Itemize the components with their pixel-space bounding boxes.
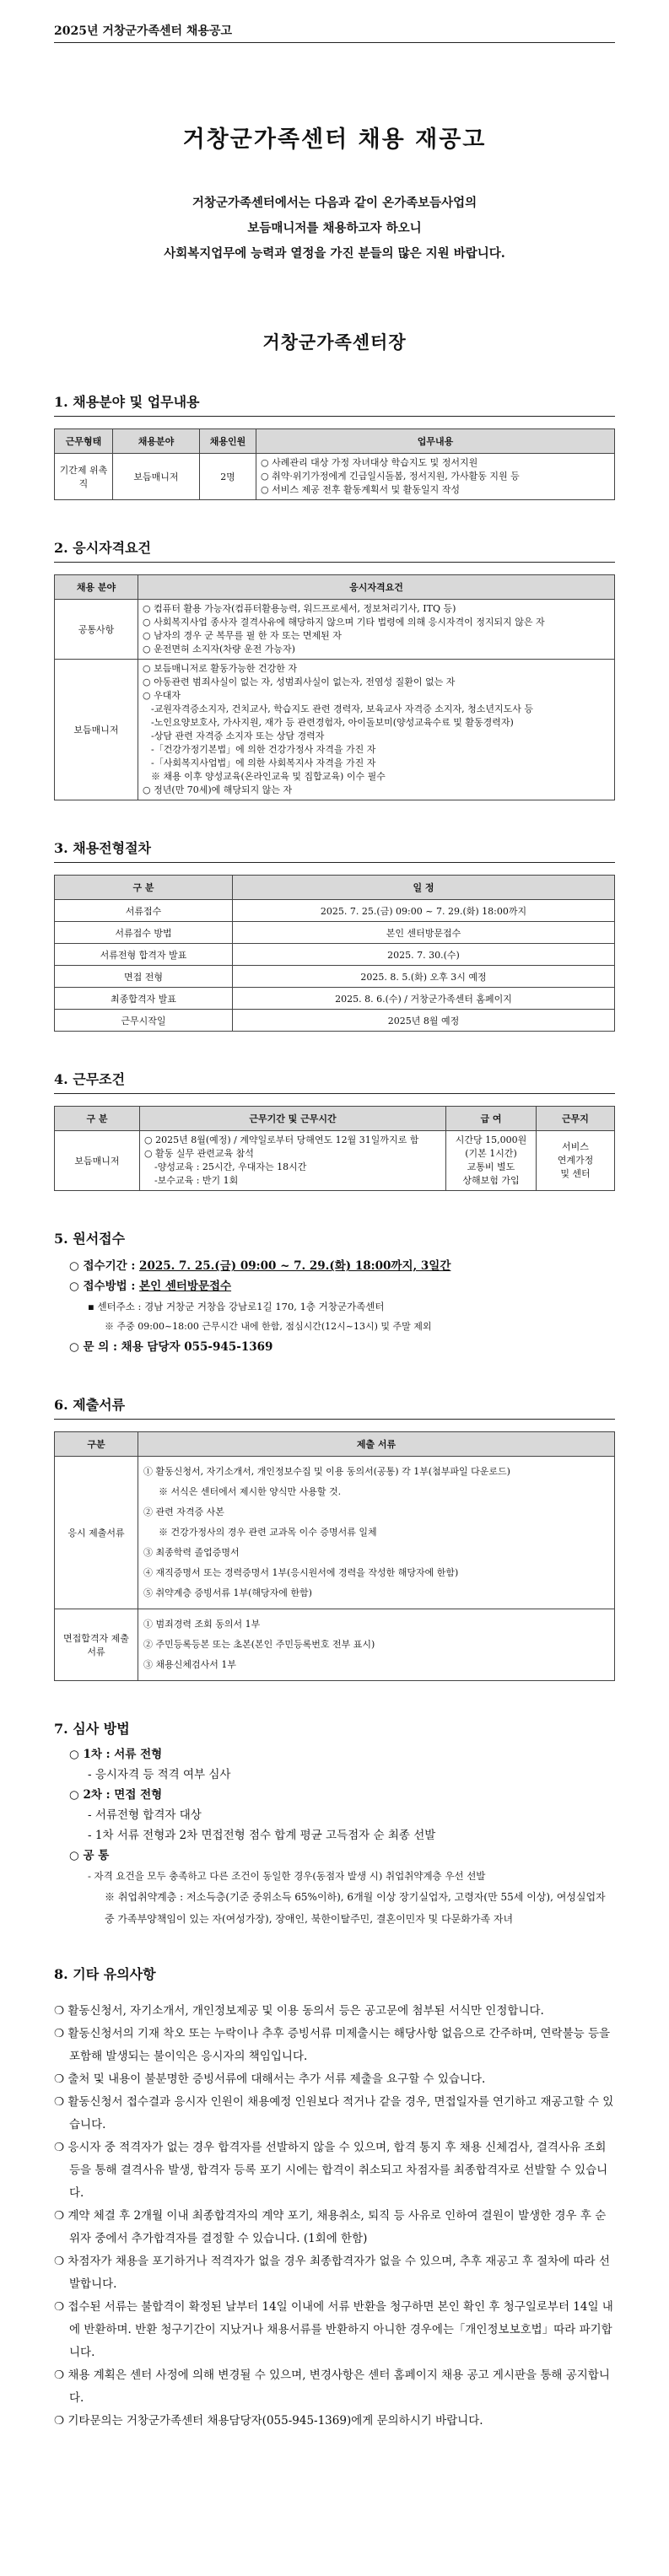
note-item: ❍ 차점자가 채용을 포기하거나 적격자가 없을 경우 최종합격자가 없을 수 있으며, 추후 재공고 후 절차에 따라 선발합니다. (54, 2255, 610, 2291)
table-header: 근무기간 및 근무시간 (140, 1107, 446, 1131)
document-item: ① 활동신청서, 자기소개서, 개인정보수집 및 이용 동의서(공통) 각 1부(첨부파일 다운로드) (143, 1466, 510, 1477)
schedule-table (54, 875, 615, 1032)
period-item: ○ 활동 실무 관련교육 참석 (144, 1148, 254, 1159)
row-label: 공통사항 (55, 600, 138, 660)
address-line: ▪ 센터주소 : 경남 거창군 거창읍 강남로1길 170, 1층 거창군가족센터 (88, 1301, 385, 1312)
screening-line: - 1차 서류 전형과 2차 면접전형 점수 합계 평균 고득점자 순 최종 선발 (88, 1829, 436, 1842)
schedule-label: 면접 전형 (55, 966, 233, 988)
schedule-label: 서류접수 (55, 900, 233, 922)
screening-line: ○ 1차 : 서류 전형 (69, 1748, 163, 1761)
note-item: ❍ 활동신청서, 자기소개서, 개인정보제공 및 이용 동의서 등은 공고문에 첨부된 서식만 인정합니다. (54, 2004, 544, 2018)
recruit-count: 2명 (200, 454, 256, 500)
requirement-item: ○ 보듬매니저로 활동가능한 건강한 자 (143, 663, 297, 674)
intro-text (54, 191, 615, 267)
requirement-item: ○ 우대자 (143, 690, 181, 701)
period-item: -양성교육 : 25시간, 우대자는 18시간 (154, 1161, 307, 1172)
screening-line: - 서류전형 합격자 대상 (88, 1808, 202, 1822)
qualification-table (54, 574, 615, 800)
schedule-value: 2025. 8. 5.(화) 오후 3시 예정 (233, 966, 615, 988)
intro-line: 거창군가족센터에서는 다음과 같이 온가족보듬사업의 (192, 196, 477, 210)
schedule-label: 근무시작일 (55, 1010, 233, 1032)
table-header: 구분 (55, 1432, 138, 1457)
requirement-item: -상담 관련 자격증 소지자 또는 상담 경력자 (151, 730, 325, 741)
note-item: ❍ 출처 및 내용이 불분명한 증빙서류에 대해서는 추가 서류 제출을 요구할 수 있습니다. (54, 2072, 486, 2086)
requirement-item: ○ 운전면허 소지자(차량 운전 가능자) (143, 644, 295, 655)
period-item: ○ 2025년 8월(예정) / 계약일로부터 당해연도 12월 31일까지로 함 (144, 1134, 419, 1145)
table-header: 제출 서류 (138, 1432, 615, 1457)
contact-line: ○ 문 의 : 채용 담당자 055-945-1369 (69, 1340, 273, 1354)
document-item: ② 관련 자격증 사본 (143, 1506, 224, 1517)
method-label: 접수방법 : (83, 1280, 136, 1293)
period-item: -보수교육 : 반기 1회 (154, 1175, 239, 1186)
table-row (55, 1010, 615, 1032)
notes-list (54, 2000, 615, 2433)
schedule-label: 서류전형 합격자 발표 (55, 944, 233, 966)
intro-line: 사회복지업무에 능력과 열정을 가진 분들의 많은 지원 바랍니다. (164, 246, 505, 261)
organization-signature: 거창군가족센터장 (262, 331, 407, 353)
method-line: ○ 접수방법 : 본인 센터방문접수 (69, 1280, 232, 1293)
schedule-value: 본인 센터방문접수 (233, 922, 615, 944)
table-header: 근무형태 (55, 429, 113, 454)
note-item: ❍ 활동신청서의 기재 착오 또는 누락이나 추후 증빙서류 미제출시는 해당사항 없음으로 간주하며, 연락불능 등을 포함해 발생되는 불이익은 응시자의 책임입니다. (54, 2027, 611, 2063)
table-header: 일 정 (233, 876, 615, 900)
pay-line: 상해보험 가입 (462, 1175, 520, 1186)
contact-text: 문 의 : 채용 담당자 055-945-1369 (83, 1340, 273, 1354)
screening-line: ○ 공 통 (69, 1849, 110, 1862)
note-item: ❍ 채용 계획은 센터 사정에 의해 변경될 수 있으며, 변경사항은 센터 홈페이지 채용 공고 게시판을 통해 공지합니다. (54, 2369, 610, 2405)
document-list (138, 1609, 615, 1681)
table-header: 업무내용 (256, 429, 615, 454)
duty-item: ○ 사례관리 대상 가정 자녀대상 학습지도 및 정서지원 (261, 457, 478, 468)
pay-line: (기본 1시간) (465, 1148, 517, 1159)
table-header: 구 분 (55, 876, 233, 900)
period-value: 2025. 7. 25.(금) 09:00 ~ 7. 29.(화) 18:00까지, 3일간 (139, 1259, 451, 1273)
requirement-item: ○ 사회복지사업 종사자 결격사유에 해당하지 않으며 기타 법령에 의해 응시자격이 정지되지 않은 자 (143, 617, 545, 628)
table-header: 근무지 (537, 1107, 615, 1131)
table-row (55, 922, 615, 944)
schedule-label: 서류접수 방법 (55, 922, 233, 944)
requirement-list (138, 600, 615, 660)
document-item: ※ 서식은 센터에서 제시한 양식만 사용할 것. (159, 1486, 342, 1497)
row-label: 응시 제출서류 (55, 1457, 138, 1609)
application-info (54, 1256, 615, 1357)
pay-line: 교통비 별도 (467, 1161, 515, 1172)
duty-item: ○ 서비스 제공 전후 활동계획서 및 활동일지 작성 (261, 484, 460, 495)
center-address: 센터주소 : 경남 거창군 거창읍 강남로1길 170, 1층 거창군가족센터 (97, 1301, 385, 1312)
section-title: 7. 심사 방법 (54, 1721, 130, 1737)
table-row (55, 944, 615, 966)
workplace-line: 서비스 (562, 1141, 589, 1152)
duty-item: ○ 취약·위기가정에게 긴급일시돌봄, 정서지원, 가사활동 지원 등 (261, 471, 520, 482)
section-title: 1. 채용분야 및 업무내용 (54, 391, 615, 417)
screening-line: - 응시자격 등 적격 여부 심사 (88, 1768, 231, 1781)
table-row (55, 966, 615, 988)
document-item: ① 범죄경력 조회 동의서 1부 (143, 1619, 261, 1630)
section-title: 5. 원서접수 (54, 1231, 126, 1247)
table-row (55, 900, 615, 922)
period-line: ○ 접수기간 : 2025. 7. 25.(금) 09:00 ~ 7. 29.(화) 18:00까지, 3일간 (69, 1259, 451, 1273)
requirement-item: ○ 남자의 경우 군 복무를 필 한 자 또는 면제된 자 (143, 630, 342, 641)
screening-line: ○ 2차 : 면접 전형 (69, 1788, 163, 1802)
schedule-value: 2025. 7. 25.(금) 09:00 ~ 7. 29.(화) 18:00까지 (233, 900, 615, 922)
schedule-value: 2025년 8월 예정 (233, 1010, 615, 1032)
section-title: 2. 응시자격요건 (54, 537, 615, 563)
method-value: 본인 센터방문접수 (139, 1280, 232, 1293)
workplace-line: 및 센터 (560, 1168, 591, 1179)
document-item: ④ 재직증명서 또는 경력증명서 1부(응시원서에 경력을 작성한 해당자에 한함) (143, 1567, 459, 1578)
row-label: 보듬매니저 (55, 660, 138, 800)
section-title: 8. 기타 유의사항 (54, 1966, 156, 1982)
schedule-value: 2025. 8. 6.(수) / 거창군가족센터 홈페이지 (233, 988, 615, 1010)
requirement-item: ○ 컴퓨터 활용 가능자(컴퓨터활용능력, 워드프로세서, 정보처리기사, ITQ 등) (143, 603, 456, 614)
table-header: 채용인원 (200, 429, 256, 454)
note-item: ❍ 기타문의는 거창군가족센터 채용담당자(055-945-1369)에게 문의하시기 바랍니다. (54, 2414, 483, 2428)
screening-method (54, 1744, 615, 1930)
employment-type: 기간제 위촉직 (55, 454, 113, 500)
note-item: ❍ 응시자 중 적격자가 없는 경우 합격자를 선발하지 않을 수 있으며, 합격 통지 후 채용 신체검사, 결격사유 조회 등을 통해 결격사유 발생, 합격자 등록 포기 시에는 합격이 취소되고 차점자를 최종합격자로 선발할 수 있습니다. (54, 2141, 608, 2200)
table-row (55, 988, 615, 1010)
table-header: 응시자격요건 (138, 575, 615, 600)
recruitment-table (54, 428, 615, 500)
row-label: 면접합격자 제출서류 (55, 1609, 138, 1681)
note-item: ❍ 활동신청서 접수결과 응시자 인원이 채용예정 인원보다 적거나 같을 경우, 면접일자를 연기하고 재공고할 수 있습니다. (54, 2095, 614, 2131)
recruit-field: 보듬매니저 (113, 454, 200, 500)
requirement-item: -「건강가정기본법」에 의한 건강가정사 자격을 가진 자 (151, 744, 376, 755)
period-list (140, 1131, 446, 1191)
workplace-info (537, 1131, 615, 1191)
requirement-item: -노인요양보호사, 가사지원, 재가 등 관련경험자, 아이돌보미(양성교육수료 및 활동경력자) (151, 717, 514, 728)
period-label: 접수기간 : (83, 1259, 136, 1273)
section-title: 3. 채용전형절차 (54, 838, 615, 863)
conditions-table (54, 1106, 615, 1191)
table-header: 채용 분야 (55, 575, 138, 600)
note-item: ❍ 계약 체결 후 2개월 이내 최종합격자의 계약 포기, 채용취소, 퇴직 등 사유로 인하여 결원이 발생한 경우 후 순위자 중에서 추가합격자를 결정할 수 있습니다. (1회에 한함) (54, 2209, 607, 2245)
section-title: 4. 근무조건 (54, 1069, 615, 1094)
header-text: 2025년 거창군가족센터 채용공고 (54, 22, 615, 43)
row-label: 보듬매니저 (55, 1131, 140, 1191)
page-title: 거창군가족센터 채용 재공고 (182, 127, 487, 153)
workplace-line: 연계가정 (557, 1155, 594, 1166)
requirement-item: ※ 채용 이후 양성교육(온라인교육 및 집합교육) 이수 필수 (151, 771, 386, 782)
screening-line: ※ 취업취약계층 : 저소득층(기준 중위소득 65%이하), 6개월 이상 장기실업자, 고령자(만 55세 이상), 여성실업자 중 가족부양책임이 있는 자(여성가장), 장애인, 북한이탈주민, 결혼이민자 및 다문화가족 자녀 (105, 1891, 606, 1925)
pay-info (446, 1131, 537, 1191)
pay-line: 시간당 15,000원 (455, 1134, 527, 1145)
duty-list (256, 454, 615, 500)
document-item: ⑤ 취약계층 증빙서류 1부(해당자에 한함) (143, 1587, 312, 1598)
requirement-list (138, 660, 615, 800)
requirement-item: -교원자격증소지자, 건치교사, 학습지도 관련 경력자, 보육교사 자격증 소지자, 청소년지도사 등 (151, 703, 533, 714)
note-item: ❍ 접수된 서류는 불합격이 확정된 날부터 14일 이내에 서류 반환을 청구하면 본인 확인 후 청구일로부터 14일 내에 반환하며. 반환 청구기간이 지났거나 채용서류를 반환하지 아니한 경우에는「개인정보보호법」따라 파기합니다. (54, 2300, 613, 2359)
intro-line: 보듬매니저를 채용하고자 하오니 (247, 221, 422, 235)
documents-table (54, 1431, 615, 1681)
requirement-item: ○ 정년(만 70세)에 해당되지 않는 자 (143, 784, 293, 795)
table-header: 채용분야 (113, 429, 200, 454)
document-item: ③ 최종학력 졸업증명서 (143, 1547, 240, 1558)
document-item: ※ 건강가정사의 경우 관련 교과목 이수 증명서류 일체 (159, 1527, 377, 1538)
table-header: 급 여 (446, 1107, 537, 1131)
schedule-value: 2025. 7. 30.(수) (233, 944, 615, 966)
document-list (138, 1457, 615, 1609)
requirement-item: -「사회복지사업법」에 의한 사회복지사 자격을 가진 자 (151, 757, 376, 768)
table-header: 구 분 (55, 1107, 140, 1131)
schedule-label: 최종합격자 발표 (55, 988, 233, 1010)
section-title: 6. 제출서류 (54, 1394, 615, 1420)
office-hours-note: ※ 주중 09:00~18:00 근무시간 내에 한함, 점심시간(12시~13시) 및 주말 제외 (105, 1321, 432, 1332)
document-item: ③ 채용신체검사서 1부 (143, 1659, 236, 1670)
document-item: ② 주민등록등본 또는 초본(본인 주민등록번호 전부 표시) (143, 1639, 375, 1650)
requirement-item: ○ 아동관련 범죄사실이 없는 자, 성범죄사실이 없는자, 전염성 질환이 없는 자 (143, 676, 456, 687)
screening-line: - 자격 요건을 모두 충족하고 다른 조건이 동일한 경우(동점자 발생 시) 취업취약계층 우선 선발 (88, 1870, 486, 1882)
